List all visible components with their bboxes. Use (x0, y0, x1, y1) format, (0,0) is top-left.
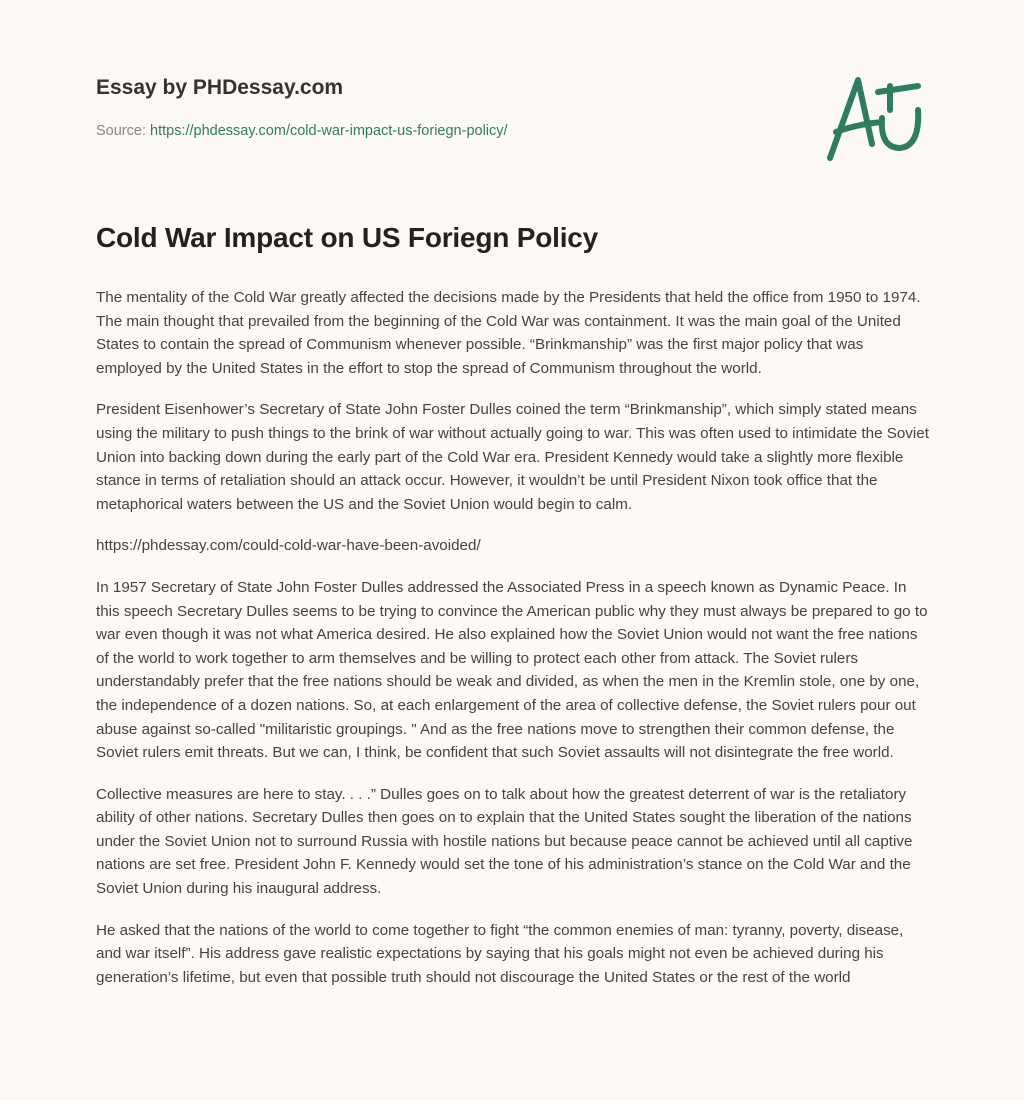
paragraph: The mentality of the Cold War greatly affected the decisions made by the Presidents that held the office from 1950 to 1974. The main thought that prevailed from the beginning of the Cold War was containment. It was the main goal of the United States to contain the spread of Communism whenever possible. “Brinkmanship” was the first major policy that was employed by the United States in the effort to stop the spread of Communism throughout the world. (96, 289, 921, 377)
source-link[interactable]: https://phdessay.com/cold-war-impact-us-foriegn-policy/ (150, 123, 508, 139)
source-label: Source: (96, 123, 146, 139)
brand-title: Essay by PHDessay.com (96, 76, 344, 99)
article-title: Cold War Impact on US Foriegn Policy (96, 222, 599, 253)
paragraph: In 1957 Secretary of State John Foster Dulles addressed the Associated Press in a speech known as Dynamic Peace. In this speech Secretary Dulles seems to be trying to convince the American public why they must always be prepared to go to war even though it was not what America desired. He also explained how the Soviet Union would not want the free nations of the world to work together to arm themselves and be willing to protect each other from attack. The Soviet rulers understandably prefer that the free nations should be weak and divided, as when the men in the Kremlin stole, one by one, the independence of a dozen nations. So, at each enlargement of the area of collective defense, the Soviet rulers pour out abuse against so-called "militaristic groupings. " And as the free nations move to strengthen their common defense, the Soviet rulers emit threats. But we can, I think, be confident that such Soviet assaults will not disintegrate the free world. (96, 578, 928, 762)
article-body (96, 286, 932, 1007)
paragraph: President Eisenhower’s Secretary of State John Foster Dulles coined the term “Brinkmanship”, which simply stated means using the military to push things to the brink of war without actually going to war. This was often used to intimidate the Soviet Union into backing down during the early part of the Cold War era. President Kennedy would take a slightly more flexible stance in terms of retaliation should an attack occur. However, it wouldn’t be until President Nixon took office that the metaphorical waters between the US and the Soviet Union would begin to calm. (96, 401, 929, 513)
related-link[interactable]: https://phdessay.com/could-cold-war-have-been-avoided/ (96, 537, 481, 555)
paragraph: He asked that the nations of the world to come together to fight “the common enemies of man: tyranny, poverty, disease, and war itself”. His address gave realistic expectations by saying that his goals might not even be achieved during his generation’s lifetime, but even that possible truth should not discourage the United States or the rest of the world (96, 921, 904, 986)
paragraph: Collective measures are here to stay. . . .” Dulles goes on to talk about how the greatest deterrent of war is the retaliatory ability of other nations. Secretary Dulles then goes on to explain that the United States sought the liberation of the nations under the Soviet Union not to surround Russia with hostile nations but because peace cannot be achieved until all captive nations are set free. President John F. Kennedy would set the tone of his administration’s stance on the Cold War and the Soviet Union during his inaugural address. (96, 785, 913, 898)
source-line (96, 123, 508, 139)
a-plus-logo-icon (820, 66, 930, 166)
